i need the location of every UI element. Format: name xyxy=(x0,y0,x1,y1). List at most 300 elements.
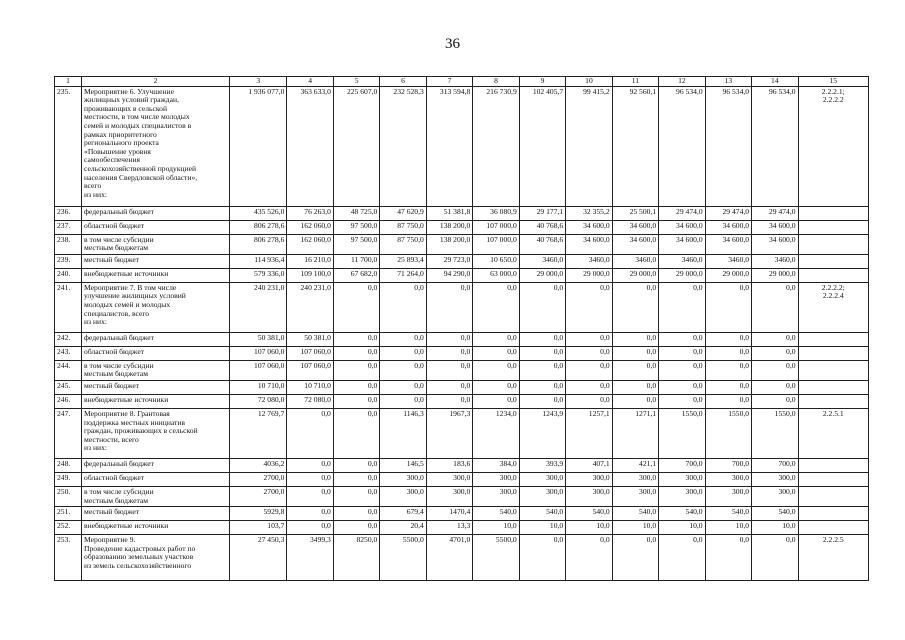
amount-cell: 97 500,0 xyxy=(333,234,379,254)
target-indicator-ref xyxy=(798,507,868,521)
row-number: 248. xyxy=(55,458,82,472)
amount-cell: 12 769,7 xyxy=(230,408,287,458)
amount-cell: 0,0 xyxy=(426,332,472,346)
column-number: 12 xyxy=(659,77,705,87)
row-number: 246. xyxy=(55,394,82,408)
column-number-row xyxy=(55,77,869,87)
amount-cell: 0,0 xyxy=(612,360,658,380)
column-number: 2 xyxy=(82,77,230,87)
amount-cell: 313 594,8 xyxy=(426,86,472,206)
amount-cell: 540,0 xyxy=(752,507,798,521)
row-number: 253. xyxy=(55,535,82,581)
amount-cell: 0,0 xyxy=(519,394,565,408)
amount-cell: 0,0 xyxy=(473,394,519,408)
amount-cell: 29 000,0 xyxy=(519,268,565,282)
amount-cell: 47 620,9 xyxy=(380,206,426,220)
amount-cell: 3499,3 xyxy=(287,535,333,581)
column-number: 7 xyxy=(426,77,472,87)
amount-cell: 0,0 xyxy=(705,394,751,408)
amount-cell: 72 080,0 xyxy=(287,394,333,408)
amount-cell: 232 528,3 xyxy=(380,86,426,206)
amount-cell: 0,0 xyxy=(333,380,379,394)
column-number: 13 xyxy=(705,77,751,87)
amount-cell: 806 278,6 xyxy=(230,234,287,254)
amount-cell: 3460,0 xyxy=(519,254,565,268)
amount-cell: 10,0 xyxy=(519,521,565,535)
column-number: 3 xyxy=(230,77,287,87)
row-description-text: местный бюджет xyxy=(84,507,140,517)
amount-cell: 0,0 xyxy=(333,394,379,408)
amount-cell: 27 450,3 xyxy=(230,535,287,581)
amount-cell: 34 600,0 xyxy=(705,220,751,234)
amount-cell: 34 600,0 xyxy=(612,220,658,234)
amount-cell: 87 750,0 xyxy=(380,220,426,234)
row-description-text: Мероприятие 6. Улучшение жилищных условий граждан, проживающих в сельской местности, в том числе молодых семей и молодых специалистов в рамках приоритетного регионального проекта «Повышение уровня самообеспечения сельскохозяйственной продукцией населения Свердловской области», всего из них: xyxy=(84,86,198,199)
amount-cell: 0,0 xyxy=(519,282,565,332)
amount-cell: 300,0 xyxy=(705,472,751,486)
amount-cell: 0,0 xyxy=(519,380,565,394)
amount-cell: 540,0 xyxy=(659,507,705,521)
row-number: 238. xyxy=(55,234,82,254)
amount-cell: 0,0 xyxy=(659,282,705,332)
amount-cell: 300,0 xyxy=(426,486,472,506)
table-row xyxy=(55,206,869,220)
amount-cell: 0,0 xyxy=(566,380,612,394)
table-row xyxy=(55,380,869,394)
amount-cell: 0,0 xyxy=(519,346,565,360)
amount-cell: 5929,8 xyxy=(230,507,287,521)
amount-cell: 0,0 xyxy=(380,346,426,360)
row-description-text: федеральный бюджет xyxy=(84,458,154,468)
column-number: 10 xyxy=(566,77,612,87)
amount-cell: 0,0 xyxy=(333,507,379,521)
amount-cell: 34 600,0 xyxy=(705,234,751,254)
column-number: 8 xyxy=(473,77,519,87)
amount-cell: 0,0 xyxy=(426,360,472,380)
target-indicator-ref: 2.2.2.5 xyxy=(798,535,868,581)
row-description xyxy=(82,486,230,506)
amount-cell: 34 600,0 xyxy=(659,234,705,254)
table-row xyxy=(55,521,869,535)
amount-cell: 0,0 xyxy=(659,332,705,346)
amount-cell: 0,0 xyxy=(473,360,519,380)
amount-cell: 540,0 xyxy=(566,507,612,521)
table-row xyxy=(55,86,869,206)
row-description xyxy=(82,220,230,234)
amount-cell: 0,0 xyxy=(752,346,798,360)
amount-cell: 0,0 xyxy=(612,282,658,332)
amount-cell: 72 080,0 xyxy=(230,394,287,408)
amount-cell: 29 723,0 xyxy=(426,254,472,268)
amount-cell: 92 560,1 xyxy=(612,86,658,206)
row-description xyxy=(82,394,230,408)
amount-cell: 540,0 xyxy=(612,507,658,521)
amount-cell: 1470,4 xyxy=(426,507,472,521)
amount-cell: 10 650,0 xyxy=(473,254,519,268)
column-number: 5 xyxy=(333,77,379,87)
amount-cell: 29 000,0 xyxy=(566,268,612,282)
row-description xyxy=(82,408,230,458)
target-indicator-ref xyxy=(798,332,868,346)
row-description xyxy=(82,206,230,220)
amount-cell: 300,0 xyxy=(612,472,658,486)
amount-cell: 3460,0 xyxy=(566,254,612,268)
amount-cell: 40 768,6 xyxy=(519,220,565,234)
target-indicator-ref xyxy=(798,206,868,220)
amount-cell: 0,0 xyxy=(380,394,426,408)
amount-cell: 5500,0 xyxy=(380,535,426,581)
amount-cell: 0,0 xyxy=(287,486,333,506)
amount-cell: 138 200,0 xyxy=(426,234,472,254)
column-number: 6 xyxy=(380,77,426,87)
amount-cell: 0,0 xyxy=(519,535,565,581)
amount-cell: 3460,0 xyxy=(705,254,751,268)
row-description xyxy=(82,234,230,254)
amount-cell: 0,0 xyxy=(566,394,612,408)
target-indicator-ref xyxy=(798,254,868,268)
amount-cell: 421,1 xyxy=(612,458,658,472)
row-description xyxy=(82,535,230,581)
amount-cell: 10 710,0 xyxy=(287,380,333,394)
amount-cell: 96 534,0 xyxy=(752,86,798,206)
amount-cell: 579 336,0 xyxy=(230,268,287,282)
amount-cell: 94 290,0 xyxy=(426,268,472,282)
amount-cell: 29 177,1 xyxy=(519,206,565,220)
amount-cell: 384,0 xyxy=(473,458,519,472)
amount-cell: 10,0 xyxy=(752,521,798,535)
amount-cell: 0,0 xyxy=(333,458,379,472)
amount-cell: 10,0 xyxy=(473,521,519,535)
amount-cell: 0,0 xyxy=(566,360,612,380)
amount-cell: 4701,0 xyxy=(426,535,472,581)
amount-cell: 32 355,2 xyxy=(566,206,612,220)
amount-cell: 109 100,0 xyxy=(287,268,333,282)
amount-cell: 29 474,0 xyxy=(705,206,751,220)
target-indicator-ref: 2.2.5.1 xyxy=(798,408,868,458)
amount-cell: 2700,0 xyxy=(230,472,287,486)
row-number: 249. xyxy=(55,472,82,486)
amount-cell: 0,0 xyxy=(287,507,333,521)
amount-cell: 29 000,0 xyxy=(752,268,798,282)
amount-cell: 1257,1 xyxy=(566,408,612,458)
target-indicator-ref xyxy=(798,472,868,486)
row-description-text: областной бюджет xyxy=(84,346,145,356)
page-number: 36 xyxy=(445,36,460,52)
amount-cell: 1550,0 xyxy=(752,408,798,458)
amount-cell: 300,0 xyxy=(752,486,798,506)
amount-cell: 0,0 xyxy=(566,282,612,332)
amount-cell: 0,0 xyxy=(566,332,612,346)
amount-cell: 0,0 xyxy=(380,360,426,380)
amount-cell: 0,0 xyxy=(659,380,705,394)
amount-cell: 34 600,0 xyxy=(612,234,658,254)
amount-cell: 5500,0 xyxy=(473,535,519,581)
row-description xyxy=(82,507,230,521)
amount-cell: 107 060,0 xyxy=(287,346,333,360)
table-row xyxy=(55,360,869,380)
amount-cell: 0,0 xyxy=(752,394,798,408)
amount-cell: 0,0 xyxy=(426,346,472,360)
amount-cell: 0,0 xyxy=(659,535,705,581)
row-description-text: внебюджетные источники xyxy=(84,268,169,278)
amount-cell: 16 210,0 xyxy=(287,254,333,268)
row-description-text: местный бюджет xyxy=(84,380,140,390)
row-number: 243. xyxy=(55,346,82,360)
amount-cell: 29 000,0 xyxy=(612,268,658,282)
amount-cell: 0,0 xyxy=(473,346,519,360)
row-description-text: Мероприятие 7. В том числе улучшение жилищных условий молодых семей и молодых специалистов, всего из них: xyxy=(84,282,186,327)
amount-cell: 29 000,0 xyxy=(705,268,751,282)
amount-cell: 1234,0 xyxy=(473,408,519,458)
amount-cell: 0,0 xyxy=(566,535,612,581)
amount-cell: 183,6 xyxy=(426,458,472,472)
amount-cell: 540,0 xyxy=(705,507,751,521)
column-number: 1 xyxy=(55,77,82,87)
amount-cell: 3460,0 xyxy=(659,254,705,268)
amount-cell: 300,0 xyxy=(519,472,565,486)
amount-cell: 700,0 xyxy=(752,458,798,472)
table-row xyxy=(55,486,869,506)
amount-cell: 0,0 xyxy=(473,282,519,332)
amount-cell: 0,0 xyxy=(287,472,333,486)
table-row xyxy=(55,535,869,581)
amount-cell: 107 000,0 xyxy=(473,234,519,254)
amount-cell: 0,0 xyxy=(473,332,519,346)
amount-cell: 300,0 xyxy=(659,472,705,486)
amount-cell: 225 607,0 xyxy=(333,86,379,206)
row-number: 240. xyxy=(55,268,82,282)
amount-cell: 107 060,0 xyxy=(230,346,287,360)
amount-cell: 29 474,0 xyxy=(659,206,705,220)
row-number: 244. xyxy=(55,360,82,380)
amount-cell: 300,0 xyxy=(566,472,612,486)
amount-cell: 51 381,8 xyxy=(426,206,472,220)
amount-cell: 0,0 xyxy=(752,380,798,394)
row-description xyxy=(82,380,230,394)
amount-cell: 10 710,0 xyxy=(230,380,287,394)
row-description-text: областной бюджет xyxy=(84,220,145,230)
amount-cell: 48 725,0 xyxy=(333,206,379,220)
amount-cell: 107 060,0 xyxy=(230,360,287,380)
row-description xyxy=(82,472,230,486)
amount-cell: 300,0 xyxy=(380,486,426,506)
target-indicator-ref xyxy=(798,486,868,506)
column-number: 14 xyxy=(752,77,798,87)
amount-cell: 806 278,6 xyxy=(230,220,287,234)
amount-cell: 1243,9 xyxy=(519,408,565,458)
table-row xyxy=(55,472,869,486)
row-description-text: в том числе субсидии местным бюджетам xyxy=(84,360,154,379)
amount-cell: 540,0 xyxy=(473,507,519,521)
table-row xyxy=(55,507,869,521)
amount-cell: 0,0 xyxy=(612,394,658,408)
row-number: 241. xyxy=(55,282,82,332)
amount-cell: 25 893,4 xyxy=(380,254,426,268)
amount-cell: 700,0 xyxy=(659,458,705,472)
amount-cell: 0,0 xyxy=(473,380,519,394)
amount-cell: 300,0 xyxy=(566,486,612,506)
amount-cell: 50 381,0 xyxy=(230,332,287,346)
amount-cell: 138 200,0 xyxy=(426,220,472,234)
amount-cell: 0,0 xyxy=(333,486,379,506)
amount-cell: 240 231,0 xyxy=(230,282,287,332)
amount-cell: 0,0 xyxy=(705,380,751,394)
amount-cell: 67 682,0 xyxy=(333,268,379,282)
amount-cell: 10,0 xyxy=(705,521,751,535)
amount-cell: 114 936,4 xyxy=(230,254,287,268)
amount-cell: 107 060,0 xyxy=(287,360,333,380)
row-description xyxy=(82,346,230,360)
row-description-text: внебюджетные источники xyxy=(84,394,169,404)
target-indicator-ref xyxy=(798,380,868,394)
amount-cell: 300,0 xyxy=(612,486,658,506)
amount-cell: 300,0 xyxy=(659,486,705,506)
amount-cell: 0,0 xyxy=(380,380,426,394)
table-row xyxy=(55,254,869,268)
amount-cell: 34 600,0 xyxy=(566,220,612,234)
amount-cell: 0,0 xyxy=(752,535,798,581)
table-row xyxy=(55,282,869,332)
amount-cell: 13,3 xyxy=(426,521,472,535)
amount-cell: 0,0 xyxy=(426,380,472,394)
row-description xyxy=(82,458,230,472)
amount-cell: 393,9 xyxy=(519,458,565,472)
row-description xyxy=(82,268,230,282)
table-row xyxy=(55,458,869,472)
row-description-text: внебюджетные источники xyxy=(84,521,169,531)
amount-cell: 1550,0 xyxy=(659,408,705,458)
column-number: 11 xyxy=(612,77,658,87)
budget-table xyxy=(54,76,869,581)
row-description-text: в том числе субсидии местным бюджетам xyxy=(84,486,154,505)
amount-cell: 71 264,0 xyxy=(380,268,426,282)
column-number: 9 xyxy=(519,77,565,87)
row-description-text: областной бюджет xyxy=(84,472,145,482)
amount-cell: 107 000,0 xyxy=(473,220,519,234)
amount-cell: 1146,3 xyxy=(380,408,426,458)
target-indicator-ref xyxy=(798,360,868,380)
row-number: 235. xyxy=(55,86,82,206)
amount-cell: 300,0 xyxy=(473,472,519,486)
amount-cell: 4036,2 xyxy=(230,458,287,472)
amount-cell: 1 936 077,0 xyxy=(230,86,287,206)
amount-cell: 0,0 xyxy=(612,535,658,581)
row-description-text: Мероприятие 8. Грантовая поддержка местных инициатив граждан, проживающих в сельской местности, всего из них: xyxy=(84,408,198,453)
amount-cell: 146,5 xyxy=(380,458,426,472)
amount-cell: 0,0 xyxy=(287,458,333,472)
amount-cell: 0,0 xyxy=(752,360,798,380)
amount-cell: 363 633,0 xyxy=(287,86,333,206)
amount-cell: 1271,1 xyxy=(612,408,658,458)
amount-cell: 1967,3 xyxy=(426,408,472,458)
amount-cell: 0,0 xyxy=(752,332,798,346)
amount-cell: 0,0 xyxy=(333,346,379,360)
amount-cell: 435 526,0 xyxy=(230,206,287,220)
amount-cell: 50 381,0 xyxy=(287,332,333,346)
amount-cell: 20,4 xyxy=(380,521,426,535)
amount-cell: 34 600,0 xyxy=(752,220,798,234)
amount-cell: 0,0 xyxy=(612,380,658,394)
table-row xyxy=(55,394,869,408)
amount-cell: 0,0 xyxy=(333,472,379,486)
amount-cell: 3460,0 xyxy=(612,254,658,268)
amount-cell: 0,0 xyxy=(659,394,705,408)
amount-cell: 8250,0 xyxy=(333,535,379,581)
table-row xyxy=(55,220,869,234)
target-indicator-ref xyxy=(798,234,868,254)
amount-cell: 300,0 xyxy=(380,472,426,486)
amount-cell: 102 405,7 xyxy=(519,86,565,206)
amount-cell: 29 474,0 xyxy=(752,206,798,220)
amount-cell: 25 500,1 xyxy=(612,206,658,220)
row-description xyxy=(82,282,230,332)
row-number: 251. xyxy=(55,507,82,521)
column-number: 4 xyxy=(287,77,333,87)
amount-cell: 300,0 xyxy=(426,472,472,486)
amount-cell: 0,0 xyxy=(333,408,379,458)
amount-cell: 0,0 xyxy=(659,360,705,380)
row-description xyxy=(82,332,230,346)
row-number: 236. xyxy=(55,206,82,220)
amount-cell: 0,0 xyxy=(705,535,751,581)
amount-cell: 11 700,0 xyxy=(333,254,379,268)
target-indicator-ref xyxy=(798,220,868,234)
amount-cell: 300,0 xyxy=(752,472,798,486)
row-description-text: местный бюджет xyxy=(84,254,140,264)
amount-cell: 36 080,9 xyxy=(473,206,519,220)
target-indicator-ref: 2.2.2.1; 2.2.2.2 xyxy=(798,86,868,206)
row-description-text: Мероприятие 9. Проведение кадастровых работ по образованию земельных участков из земель сельскохозяйственного xyxy=(84,535,196,570)
amount-cell: 40 768,6 xyxy=(519,234,565,254)
amount-cell: 700,0 xyxy=(705,458,751,472)
row-number: 247. xyxy=(55,408,82,458)
amount-cell: 0,0 xyxy=(519,360,565,380)
amount-cell: 0,0 xyxy=(333,332,379,346)
amount-cell: 240 231,0 xyxy=(287,282,333,332)
amount-cell: 96 534,0 xyxy=(705,86,751,206)
row-description-text: федеральный бюджет xyxy=(84,332,154,342)
target-indicator-ref: 2.2.2.2; 2.2.2.4 xyxy=(798,282,868,332)
amount-cell: 407,1 xyxy=(566,458,612,472)
amount-cell: 0,0 xyxy=(705,332,751,346)
row-description xyxy=(82,360,230,380)
amount-cell: 679,4 xyxy=(380,507,426,521)
amount-cell: 0,0 xyxy=(426,394,472,408)
amount-cell: 0,0 xyxy=(612,346,658,360)
amount-cell: 63 000,0 xyxy=(473,268,519,282)
row-number: 242. xyxy=(55,332,82,346)
amount-cell: 0,0 xyxy=(519,332,565,346)
amount-cell: 0,0 xyxy=(566,346,612,360)
amount-cell: 99 415,2 xyxy=(566,86,612,206)
row-description xyxy=(82,521,230,535)
row-number: 252. xyxy=(55,521,82,535)
amount-cell: 162 060,0 xyxy=(287,234,333,254)
target-indicator-ref xyxy=(798,458,868,472)
amount-cell: 0,0 xyxy=(287,521,333,535)
amount-cell: 216 730,9 xyxy=(473,86,519,206)
row-description xyxy=(82,254,230,268)
row-description xyxy=(82,86,230,206)
amount-cell: 76 263,0 xyxy=(287,206,333,220)
amount-cell: 300,0 xyxy=(473,486,519,506)
amount-cell: 0,0 xyxy=(705,282,751,332)
amount-cell: 10,0 xyxy=(659,521,705,535)
amount-cell: 10,0 xyxy=(612,521,658,535)
amount-cell: 0,0 xyxy=(380,282,426,332)
amount-cell: 0,0 xyxy=(705,360,751,380)
amount-cell: 162 060,0 xyxy=(287,220,333,234)
